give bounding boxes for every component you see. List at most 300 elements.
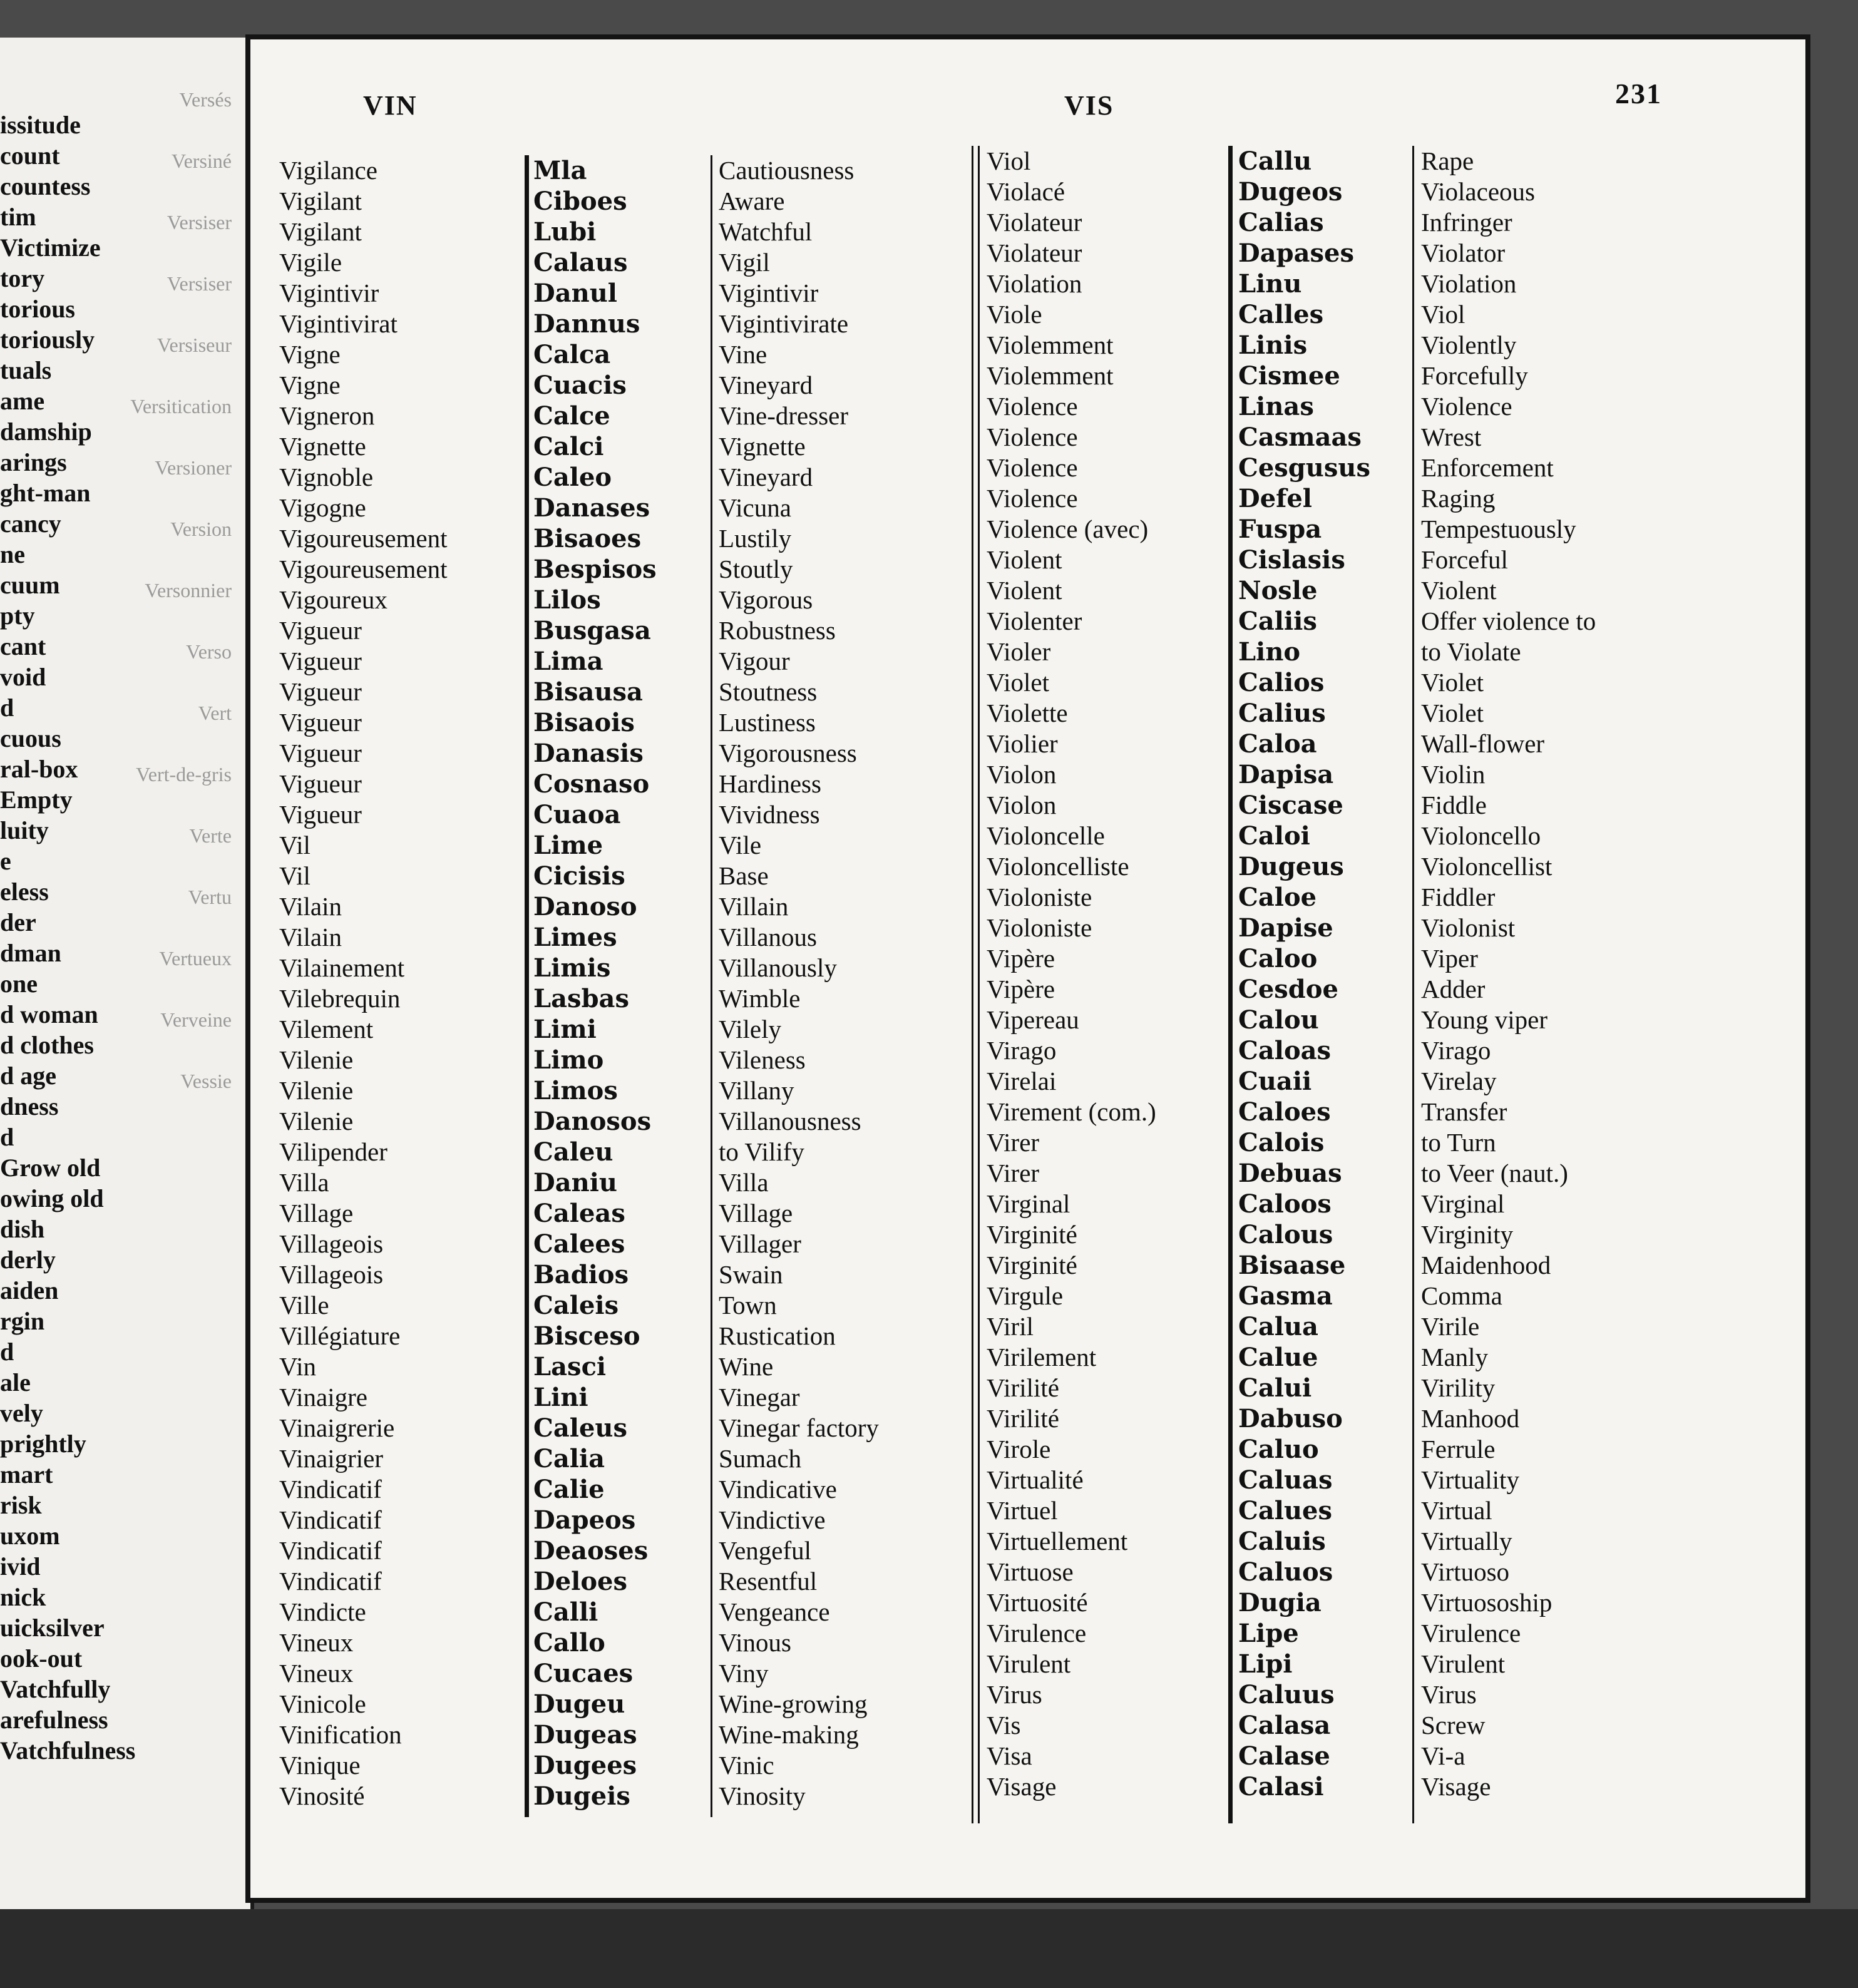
english-word: Virus <box>1421 1680 1477 1709</box>
left-page-entry: dness <box>0 1092 59 1120</box>
code-word: Calues <box>1238 1496 1332 1525</box>
english-word: Stoutness <box>719 677 818 706</box>
code-word: Dugeas <box>533 1720 637 1750</box>
french-word: Vinaigre <box>279 1383 367 1412</box>
code-word: Lima <box>533 647 603 676</box>
left-page-entry: mart <box>0 1460 53 1488</box>
code-word: Linas <box>1238 392 1314 421</box>
header-center-guide-word: VIS <box>1064 90 1114 121</box>
english-word: Vineyard <box>719 463 813 491</box>
left-page-entry: ne <box>0 540 25 568</box>
english-word: Vigil <box>719 248 770 277</box>
french-word: Viol <box>987 146 1031 175</box>
english-word: Wine-making <box>719 1720 859 1749</box>
english-word: Violent <box>1421 576 1497 605</box>
french-word: Viril <box>987 1312 1034 1341</box>
code-word: Lilos <box>533 585 601 615</box>
left-page-entry: ral-box <box>0 755 78 783</box>
french-word: Virtuose <box>987 1557 1074 1586</box>
code-word: Limo <box>533 1045 604 1075</box>
code-word: Caluus <box>1238 1680 1335 1709</box>
french-word: Violet <box>987 668 1050 697</box>
english-word: Wall-flower <box>1421 729 1545 758</box>
left-page-entry: eless <box>0 878 49 906</box>
french-word: Vipère <box>987 944 1055 973</box>
code-word: Cucaes <box>533 1659 634 1688</box>
english-word: Villanously <box>719 953 837 982</box>
french-word: Vindicatif <box>279 1475 382 1504</box>
french-word: Vigueur <box>279 708 362 737</box>
code-word: Dugees <box>533 1751 637 1780</box>
english-word: Wrest <box>1421 423 1482 451</box>
english-word: Comma <box>1421 1281 1502 1310</box>
french-word: Violacé <box>987 177 1065 206</box>
code-word: Dabuso <box>1238 1404 1343 1433</box>
french-word: Vil <box>279 831 311 859</box>
code-word: Dugeus <box>1238 852 1344 881</box>
french-word: Vilebrequin <box>279 984 401 1013</box>
code-word: Linu <box>1238 269 1302 299</box>
english-word: Vinegar <box>719 1383 800 1412</box>
code-word: Calaus <box>533 248 628 277</box>
code-word: Calua <box>1238 1312 1318 1341</box>
english-word: Viper <box>1421 944 1478 973</box>
left-page-entry: e <box>0 847 11 875</box>
code-word: Calasa <box>1238 1711 1331 1740</box>
french-word: Vil <box>279 861 311 890</box>
column-rule-2 <box>711 155 712 1817</box>
french-word: Violon <box>987 760 1057 789</box>
code-word: Caluo <box>1238 1435 1319 1464</box>
code-word: Callu <box>1238 146 1312 176</box>
french-word: Vilain <box>279 892 342 921</box>
dictionary-page <box>245 34 1810 1903</box>
english-word: Viny <box>719 1659 769 1688</box>
french-word: Village <box>279 1199 354 1227</box>
code-word: Gasma <box>1238 1281 1333 1311</box>
left-page-entry: ook-out <box>0 1644 83 1673</box>
left-page-entry: arings <box>0 448 67 476</box>
french-word: Virulent <box>987 1649 1071 1678</box>
english-word: Virelay <box>1421 1067 1497 1095</box>
french-word: Vigueur <box>279 800 362 829</box>
french-word: Vipère <box>987 975 1055 1003</box>
code-word: Dugeis <box>533 1781 630 1811</box>
code-word: Debuas <box>1238 1159 1342 1188</box>
column-english-vin <box>719 155 879 1811</box>
code-word: Calia <box>533 1444 605 1473</box>
code-word: Limi <box>533 1015 597 1044</box>
code-word: Calias <box>1238 208 1324 237</box>
french-word: Villageois <box>279 1229 384 1258</box>
ghost-word: Vert-de-gris <box>136 763 232 786</box>
left-page-entry: Empty <box>0 786 73 814</box>
header-left-guide-word: VIN <box>363 90 418 121</box>
english-word: Sumach <box>719 1444 802 1473</box>
french-word: Vinaigrier <box>279 1444 384 1473</box>
code-word: Dugia <box>1238 1588 1322 1617</box>
french-word: Vigilance <box>279 156 377 185</box>
english-word: Raging <box>1421 484 1496 513</box>
french-word: Vinification <box>279 1720 402 1749</box>
french-word: Virilité <box>987 1404 1059 1433</box>
left-page-entry: d age <box>0 1062 56 1090</box>
ghost-word: Verte <box>189 824 232 847</box>
ghost-word: Versitication <box>130 395 232 418</box>
left-page-entry: issitude <box>0 111 81 139</box>
left-page-entry: Victimize <box>0 233 101 262</box>
code-word: Bespisos <box>533 555 657 584</box>
english-word: Violoncellist <box>1421 852 1553 881</box>
left-page-entry: d <box>0 694 14 722</box>
code-word: Caloos <box>1238 1189 1332 1219</box>
english-word: Tempestuously <box>1421 515 1576 543</box>
english-word: Villanousness <box>719 1107 861 1135</box>
ghost-word: Versiseur <box>157 334 232 356</box>
english-word: Screw <box>1421 1711 1486 1739</box>
code-word: Caloi <box>1238 821 1310 851</box>
english-word: to Violate <box>1421 637 1521 666</box>
french-word: Visage <box>987 1772 1057 1801</box>
code-word: Cicisis <box>533 861 625 891</box>
left-page-entry: der <box>0 908 36 936</box>
code-word: Caleus <box>533 1413 627 1443</box>
code-word: Deloes <box>533 1567 627 1596</box>
code-word: Lasci <box>533 1352 607 1381</box>
french-word: Virginité <box>987 1251 1077 1279</box>
left-page-entry: tim <box>0 203 36 231</box>
left-page-entry: uxom <box>0 1522 60 1550</box>
english-word: Vindicative <box>719 1475 837 1504</box>
english-word: Vilely <box>719 1015 782 1043</box>
english-word: Watchful <box>719 217 813 246</box>
english-word: Vine-dresser <box>719 401 849 430</box>
english-word: Vigorousness <box>719 739 857 767</box>
code-word: Bisausa <box>533 677 643 707</box>
code-word: Dugeos <box>1238 177 1343 207</box>
english-word: Ferrule <box>1421 1435 1496 1463</box>
code-word: Lasbas <box>533 984 629 1013</box>
french-word: Visa <box>987 1741 1032 1770</box>
ghost-word: Verso <box>186 640 232 663</box>
left-page-entry: dman <box>0 939 61 967</box>
french-word: Violon <box>987 791 1057 819</box>
english-word: Violet <box>1421 668 1484 697</box>
english-word: Violence <box>1421 392 1512 421</box>
code-word: Cuaoa <box>533 800 621 829</box>
code-word: Danosos <box>533 1107 652 1136</box>
code-word: Cuaii <box>1238 1067 1312 1096</box>
english-word: Forcefully <box>1421 361 1528 390</box>
english-word: Town <box>719 1291 777 1319</box>
english-word: Virginity <box>1421 1220 1514 1249</box>
english-word: Virulent <box>1421 1649 1506 1678</box>
ghost-word: Versonnier <box>145 579 232 602</box>
french-word: Vigoureusement <box>279 524 448 553</box>
code-word: Caleu <box>533 1137 613 1167</box>
english-word: Forceful <box>1421 545 1508 574</box>
french-word: Virtuel <box>987 1496 1058 1525</box>
ghost-word: Vertu <box>188 886 232 908</box>
ghost-word: Versés <box>179 88 232 111</box>
french-word: Virago <box>987 1036 1057 1065</box>
english-word: to Veer (naut.) <box>1421 1159 1568 1187</box>
french-word: Virulence <box>987 1619 1087 1647</box>
code-word: Lime <box>533 831 603 860</box>
english-word: Vicuna <box>719 493 791 522</box>
french-word: Vigne <box>279 371 341 399</box>
english-word: Violoncello <box>1421 821 1541 850</box>
code-word: Danasis <box>533 739 644 768</box>
left-page-entry: d woman <box>0 1000 98 1028</box>
code-word: Bisaase <box>1238 1251 1346 1280</box>
code-word: Caluos <box>1238 1557 1333 1587</box>
column-rule-3b <box>978 146 980 1823</box>
french-word: Vin <box>279 1352 317 1381</box>
english-word: Viol <box>1421 300 1465 329</box>
french-word: Violence (avec) <box>987 515 1149 543</box>
french-word: Violoniste <box>987 883 1092 911</box>
left-page-entry: countess <box>0 172 91 200</box>
english-word: Violently <box>1421 330 1517 359</box>
french-word: Vigile <box>279 248 342 277</box>
left-page-entry: luity <box>0 816 49 844</box>
english-word: Villain <box>719 892 789 921</box>
english-word: Fiddle <box>1421 791 1487 819</box>
french-word: Virole <box>987 1435 1051 1463</box>
ghost-word: Vertueux <box>159 947 232 970</box>
left-page-entry: count <box>0 141 60 170</box>
french-word: Vinique <box>279 1751 361 1780</box>
english-word: Virginal <box>1421 1189 1505 1218</box>
french-word: Viole <box>987 300 1042 329</box>
french-word: Vigueur <box>279 769 362 798</box>
english-word: Swain <box>719 1260 783 1289</box>
code-word: Calles <box>1238 300 1324 329</box>
english-word: Violation <box>1421 269 1517 298</box>
french-word: Vigilant <box>279 217 362 246</box>
left-page-entry: uicksilver <box>0 1614 105 1642</box>
english-word: Vengeful <box>719 1536 812 1565</box>
code-word: Lino <box>1238 637 1301 667</box>
english-word: Lustily <box>719 524 792 553</box>
english-word: Offer violence to <box>1421 607 1596 635</box>
french-word: Vignette <box>279 432 366 461</box>
code-word: Busgasa <box>533 616 651 645</box>
code-word: Defel <box>1238 484 1312 513</box>
english-word: Base <box>719 861 769 890</box>
english-word: Virtuoso <box>1421 1557 1510 1586</box>
code-word: Calees <box>533 1229 625 1259</box>
code-word: Caloo <box>1238 944 1318 973</box>
french-word: Vindicatif <box>279 1536 382 1565</box>
code-word: Limis <box>533 953 611 983</box>
code-word: Cislasis <box>1238 545 1345 575</box>
english-word: Vileness <box>719 1045 806 1074</box>
code-word: Dugeu <box>533 1689 625 1719</box>
ghost-word: Verveine <box>160 1008 232 1031</box>
code-word: Mla <box>533 156 587 185</box>
french-word: Vigneron <box>279 401 375 430</box>
french-word: Violemment <box>987 361 1114 390</box>
english-word: Aware <box>719 187 785 215</box>
code-word: Calca <box>533 340 611 369</box>
english-word: Virulence <box>1421 1619 1521 1647</box>
column-code-vin <box>533 155 657 1811</box>
english-word: Virtual <box>1421 1496 1492 1525</box>
code-word: Calios <box>1238 668 1325 697</box>
french-word: Virus <box>987 1680 1042 1709</box>
french-word: Vilain <box>279 923 342 951</box>
code-word: Badios <box>533 1260 629 1289</box>
code-word: Cesdoe <box>1238 975 1338 1004</box>
english-word: Vineyard <box>719 371 813 399</box>
code-word: Callo <box>533 1628 605 1658</box>
french-word: Violoncelle <box>987 821 1105 850</box>
code-word: Dapeos <box>533 1505 636 1535</box>
french-word: Vigueur <box>279 647 362 675</box>
french-word: Violier <box>987 729 1058 758</box>
french-word: Villageois <box>279 1260 384 1289</box>
english-word: Infringer <box>1421 208 1512 237</box>
ghost-word: Versioner <box>155 456 232 479</box>
french-word: Vindicte <box>279 1597 366 1626</box>
ghost-word: Versiser <box>167 211 232 233</box>
french-word: Vigilant <box>279 187 362 215</box>
french-word: Ville <box>279 1291 329 1319</box>
code-word: Caleo <box>533 463 612 492</box>
code-word: Caloe <box>1238 883 1317 912</box>
code-word: Caleis <box>533 1291 619 1320</box>
french-word: Violette <box>987 699 1068 727</box>
english-word: Vividness <box>719 800 820 829</box>
english-word: Wine <box>719 1352 774 1381</box>
french-word: Vigoureux <box>279 585 388 614</box>
left-entries-column <box>0 110 163 1766</box>
left-page-entry: damship <box>0 418 92 446</box>
code-word: Dannus <box>533 309 640 339</box>
french-word: Violent <box>987 545 1062 574</box>
english-word: Visage <box>1421 1772 1491 1801</box>
left-page-entry: Grow old <box>0 1154 101 1182</box>
left-page-entry: d clothes <box>0 1031 94 1059</box>
left-page-entry: d <box>0 1338 14 1366</box>
ghost-word: Vessie <box>180 1070 232 1092</box>
left-page-entry: prightly <box>0 1430 86 1458</box>
english-word: Villa <box>719 1168 769 1197</box>
code-word: Dapases <box>1238 238 1354 268</box>
left-page-entry: ivid <box>0 1552 41 1581</box>
code-word: Lubi <box>533 217 597 247</box>
french-word: Vinicole <box>279 1689 366 1718</box>
french-word: Villa <box>279 1168 329 1197</box>
left-page-entry: risk <box>0 1491 42 1519</box>
french-word: Virer <box>987 1159 1040 1187</box>
english-word: Vindictive <box>719 1505 826 1534</box>
code-word: Cismee <box>1238 361 1340 391</box>
french-word: Vilement <box>279 1015 374 1043</box>
code-word: Ciboes <box>533 187 627 216</box>
english-word: Virtuality <box>1421 1465 1519 1494</box>
french-word: Violence <box>987 423 1078 451</box>
english-word: Violin <box>1421 760 1486 789</box>
english-word: Vigintivir <box>719 279 819 307</box>
french-word: Violemment <box>987 330 1114 359</box>
left-page-entry: ght-man <box>0 479 91 507</box>
french-word: Vindicatif <box>279 1567 382 1596</box>
left-partial-page <box>0 38 254 1909</box>
code-word: Bisceso <box>533 1321 640 1351</box>
french-word: Virtuosité <box>987 1588 1088 1617</box>
english-word: Fiddler <box>1421 883 1496 911</box>
french-word: Virilement <box>987 1343 1097 1371</box>
french-word: Vineux <box>279 1628 354 1657</box>
french-word: Vignoble <box>279 463 374 491</box>
french-word: Vigueur <box>279 739 362 767</box>
english-word: Adder <box>1421 975 1486 1003</box>
english-word: Vinic <box>719 1751 774 1780</box>
french-word: Violence <box>987 392 1078 421</box>
left-page-entry: void <box>0 663 46 691</box>
code-word: Caloa <box>1238 729 1317 759</box>
french-word: Violoncelliste <box>987 852 1129 881</box>
left-page-entry: ame <box>0 387 45 415</box>
english-word: Vignette <box>719 432 806 461</box>
left-page-entry: aiden <box>0 1276 59 1304</box>
code-word: Calui <box>1238 1373 1312 1403</box>
french-word: Vigintivir <box>279 279 379 307</box>
french-word: Virilité <box>987 1373 1059 1402</box>
code-word: Calois <box>1238 1128 1325 1157</box>
french-word: Virginal <box>987 1189 1070 1218</box>
left-page-entry: tory <box>0 264 45 292</box>
code-word: Calli <box>533 1597 598 1627</box>
french-word: Vinaigrerie <box>279 1413 395 1442</box>
french-word: Violateur <box>987 238 1082 267</box>
code-word: Calius <box>1238 699 1326 728</box>
code-word: Deaoses <box>533 1536 649 1565</box>
french-word: Virtualité <box>987 1465 1084 1494</box>
left-page-entry: torious <box>0 295 75 323</box>
english-word: Manhood <box>1421 1404 1520 1433</box>
code-word: Danases <box>533 493 650 523</box>
left-page-entry: dish <box>0 1215 45 1243</box>
french-word: Violence <box>987 484 1078 513</box>
french-word: Vigueur <box>279 677 362 706</box>
code-word: Caloes <box>1238 1097 1331 1127</box>
left-page-entry: Vatchfully <box>0 1675 111 1703</box>
english-word: Rustication <box>719 1321 836 1350</box>
code-word: Cuacis <box>533 371 627 400</box>
code-word: Linis <box>1238 330 1308 360</box>
english-word: Vi-a <box>1421 1741 1465 1770</box>
code-word: Danoso <box>533 892 637 921</box>
code-word: Caluas <box>1238 1465 1333 1495</box>
code-word: Daniu <box>533 1168 617 1197</box>
english-word: to Vilify <box>719 1137 804 1166</box>
english-word: Robustness <box>719 616 836 645</box>
code-word: Lini <box>533 1383 588 1412</box>
english-word: Cautiousness <box>719 156 855 185</box>
left-page-entry: Vatchfulness <box>0 1736 136 1765</box>
french-word: Vigoureusement <box>279 555 448 583</box>
left-page-entry: cuous <box>0 724 61 752</box>
code-word: Cosnaso <box>533 769 650 799</box>
left-page-entry: vely <box>0 1399 43 1427</box>
english-word: Maidenhood <box>1421 1251 1551 1279</box>
english-word: Rape <box>1421 146 1474 175</box>
english-word: Lustiness <box>719 708 816 737</box>
